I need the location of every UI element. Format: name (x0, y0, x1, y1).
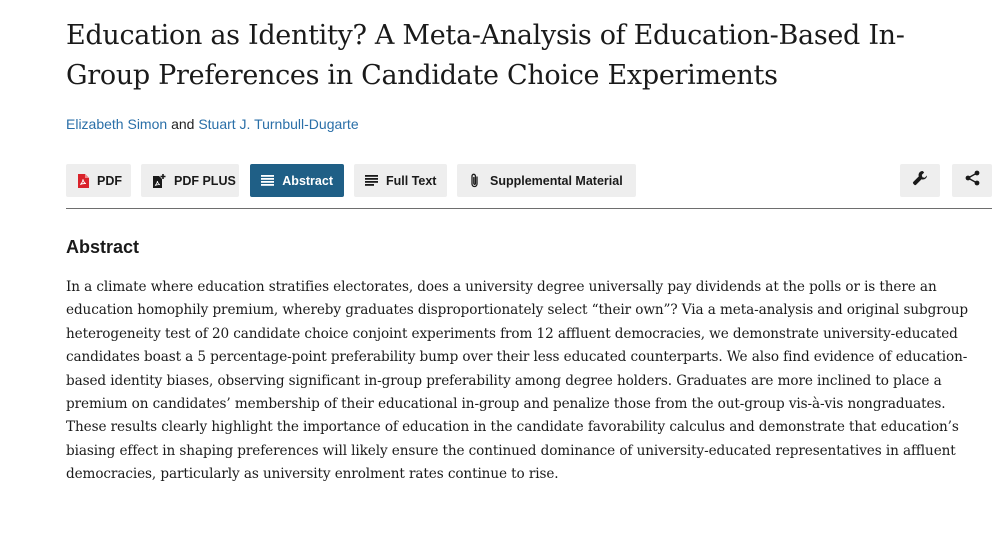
abstract-body: In a climate where education stratifies electorates, does a university degree universally pay dividends at the polls or is there an education homophily premium, whereby graduates disproportionately select “their own”? Via a meta-analysis and original subgroup heterogeneity test of 20 candidate choice conjoint experiments from 12 affluent democracies, we demonstrate university-educated candidates boast a 5 percentage-point preferability bump over their less educated counterparts. We also find evidence of education-based identity biases, observing significant in-group preferability among degree holders. Graduates are more inclined to place a premium on candidates’ membership of their educational in-group and penalize those from the out-group vis-à-vis nongraduates. These results clearly highlight the importance of education in the candidate favorability calculus and demonstrate that education’s biasing effect in shaping preferences will likely ensure the continued dominance of university-educated representatives in affluent democracies, particularly as university enrolment rates continue to rise. (66, 279, 968, 483)
pdf-plus-button-label: PDF PLUS (174, 173, 236, 188)
pdf-button-label: PDF (97, 173, 122, 188)
author-list (66, 116, 359, 132)
pdf-plus-icon (152, 174, 166, 188)
tab-abstract[interactable] (250, 164, 344, 197)
abstract-heading: Abstract (66, 237, 140, 257)
tools-button[interactable] (900, 164, 940, 197)
author-link-1[interactable]: Elizabeth Simon (66, 116, 168, 132)
article-toolbar (66, 164, 992, 209)
paperclip-icon (468, 174, 482, 188)
tab-full-text[interactable] (354, 164, 447, 197)
article-title: Education as Identity? A Meta-Analysis of Education-Based In-Group Preferences in Candidate Choice Experiments (66, 20, 905, 91)
tab-full-text-label: Full Text (386, 173, 437, 188)
wrench-icon (912, 170, 928, 191)
author-separator: and (171, 116, 199, 132)
lines-icon (261, 174, 274, 188)
pdf-file-icon (77, 174, 89, 188)
supplemental-material-label: Supplemental Material (490, 173, 623, 188)
pdf-plus-button[interactable] (141, 164, 239, 197)
supplemental-material-button[interactable] (457, 164, 636, 197)
author-link-2[interactable]: Stuart J. Turnbull-Dugarte (198, 116, 359, 132)
share-icon (965, 170, 980, 191)
share-button[interactable] (952, 164, 992, 197)
lines-icon (365, 174, 378, 188)
pdf-button[interactable] (66, 164, 131, 197)
tab-abstract-label: Abstract (282, 173, 333, 188)
